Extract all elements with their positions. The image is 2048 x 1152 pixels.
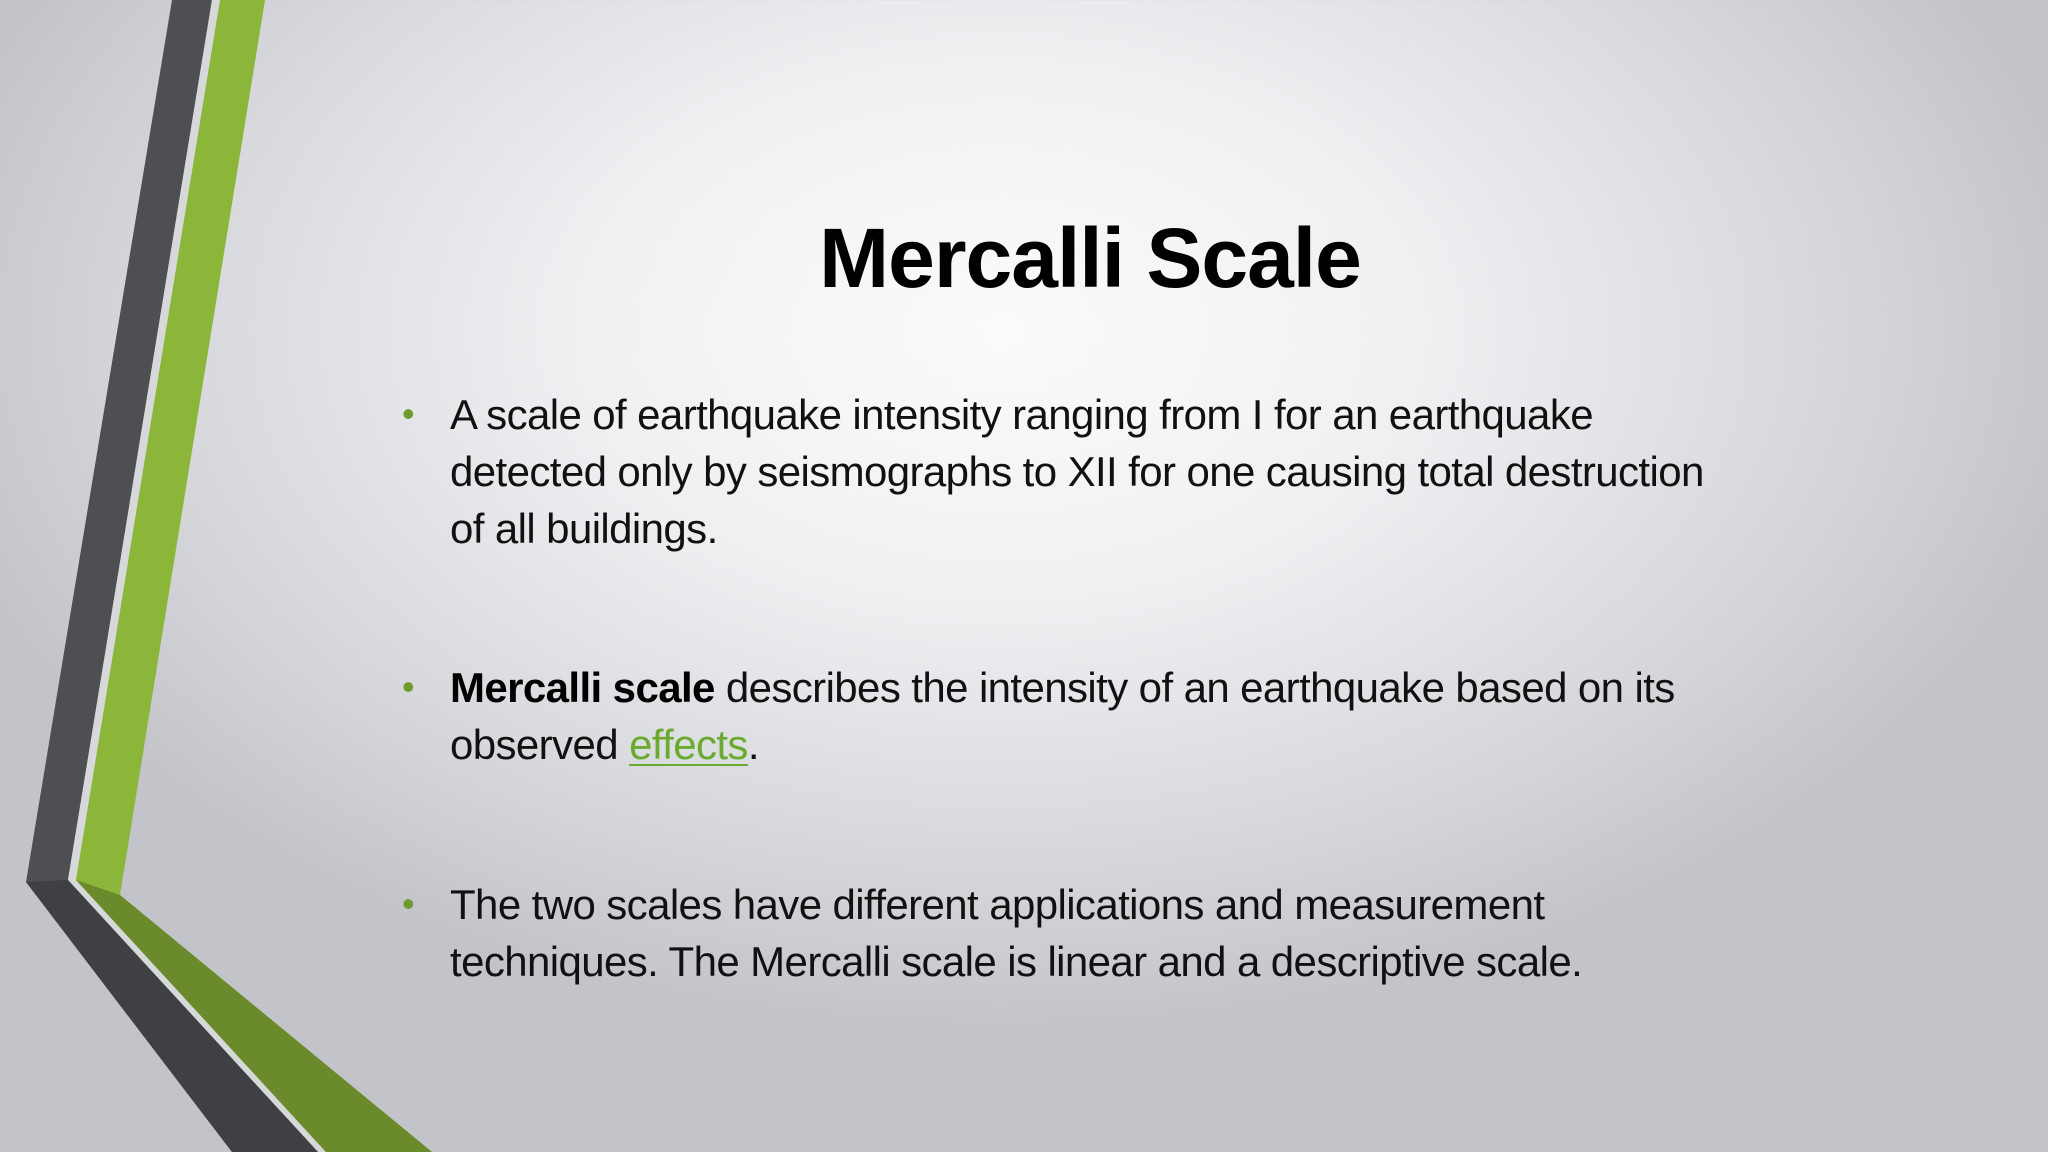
bullet-item [400,876,1730,990]
bullet-dot-icon: • [402,883,415,924]
bullet-dot-icon: • [402,666,415,707]
bullet-item [400,659,1730,773]
bullet-text: A scale of earthquake intensity ranging from I for an earthquake detected only by seismographs to XII for one causing total destruction of all buildings. [450,391,1704,552]
decor-charcoal-lower [26,880,318,1152]
bullet-list [400,386,1730,990]
bullet-text: The two scales have different applications and measurement techniques. The Mercalli scale is linear and a descriptive scale. [450,881,1583,985]
bullet-text-end: . [747,721,759,768]
effects-link[interactable]: effects [629,721,748,768]
slide-title: Mercalli Scale [819,211,1361,305]
bullet-text: describes the intensity of an earthquake based on its observed [450,664,1675,768]
bullet-dot-icon: • [402,393,415,434]
bullet-strong-text: Mercalli scale [450,664,715,711]
bullet-item [400,386,1730,557]
